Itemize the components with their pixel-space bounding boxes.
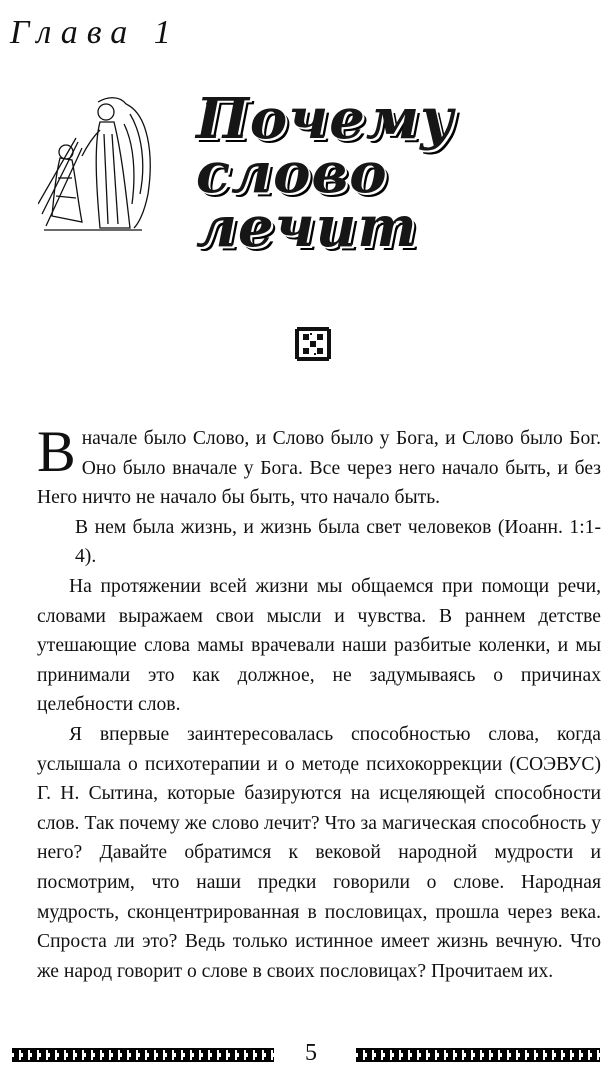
ornament-icon	[293, 325, 333, 363]
paragraph-2: В нем была жизнь, и жизнь была свет человеков (Иоанн. 1:1-4).	[75, 516, 601, 568]
paragraph-4: Я впервые заинтересовалась способностью слова, когда услышала о психотерапии и о методе психокоррекции (СОЭВУС) Г. Н. Сытина, которые базируются на исцеляющей способности слов. Так почему же слово лечит? Что за магическая способность у него? Давайте обратимся к вековой народной мудрости и посмотрим, что наши предки говорили о слове. Народная мудрость, сконцентрированная в пословицах, прошла через века. Спроста ли это? Ведь только истинное имеет жизнь вечную. Что же народ говорит о слове в своих пословицах? Прочитаем их.	[37, 723, 601, 982]
page-footer	[12, 1040, 600, 1068]
page-number: 5	[305, 1040, 317, 1066]
body-text	[37, 419, 601, 986]
chapter-heading: Глава 1	[10, 14, 180, 51]
footer-ornament-right	[356, 1048, 600, 1062]
paragraph-3: На протяжении всей жизни мы общаемся при помощи речи, словами выражаем свои мысли и чувства. В раннем детстве утешающие слова мамы врачевали наши разбитые коленки, и мы принимали это как должное, не задумываясь о причинах целебности слов.	[37, 575, 601, 716]
drop-cap: В	[37, 419, 76, 484]
footer-ornament-left	[12, 1048, 274, 1062]
title-line-1: Почему	[196, 86, 455, 152]
title-line-2: слово	[196, 140, 388, 206]
angel-illustration	[38, 94, 156, 234]
title-line-3: лечит	[196, 194, 418, 260]
paragraph-1: Вначале было Слово, и Слово было у Бога, и Слово было Бог. Оно было вначале у Бога. Все через него начало быть, и без Него ничто не начало бы быть, что начало быть.	[37, 419, 601, 509]
chapter-title	[196, 86, 596, 260]
